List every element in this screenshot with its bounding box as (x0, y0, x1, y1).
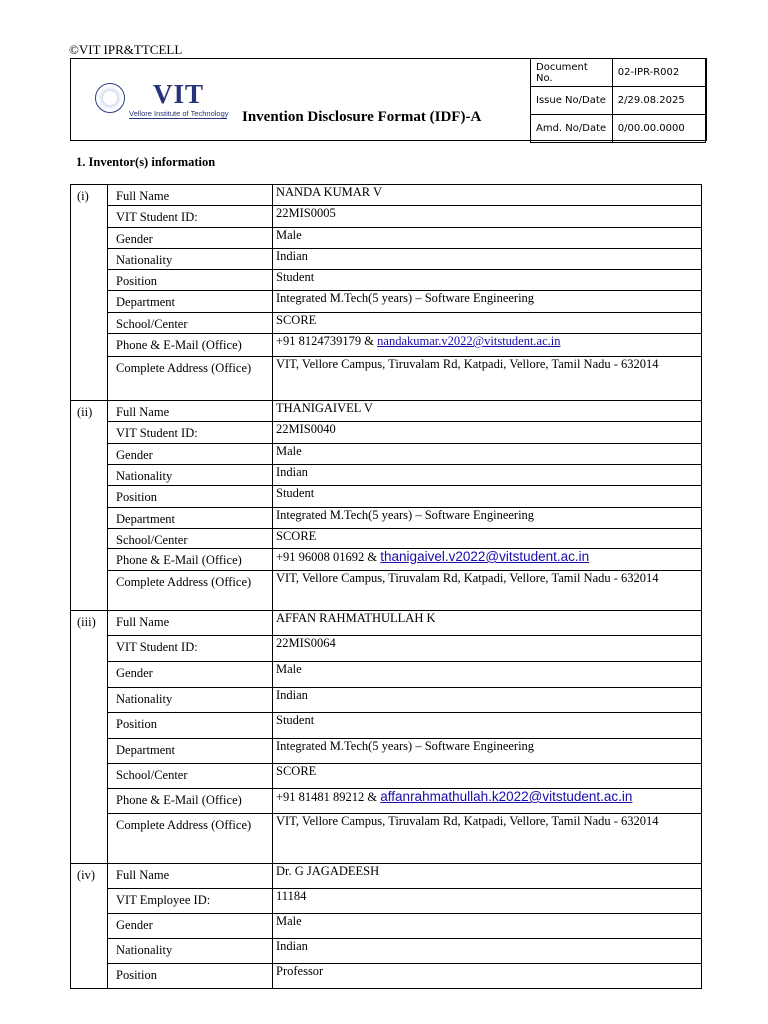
table-row (71, 486, 702, 508)
contact-value (273, 549, 702, 571)
department-value: Integrated M.Tech(5 years) – Software Engineering (273, 508, 702, 529)
table-row (71, 764, 702, 789)
table-row (71, 249, 702, 270)
position-value: Student (273, 713, 702, 739)
id-value: 22MIS0005 (273, 206, 702, 228)
table-row (71, 401, 702, 422)
table-row (71, 662, 702, 688)
email-link[interactable]: affanrahmathullah.k2022@vitstudent.ac.in (380, 789, 633, 804)
meta-label: Amd. No/Date (531, 115, 613, 143)
table-row (71, 529, 702, 549)
field-label: Phone & E-Mail (Office) (108, 334, 273, 357)
gender-value: Male (273, 228, 702, 249)
field-label: VIT Student ID: (108, 636, 273, 662)
table-row (71, 914, 702, 939)
inventor-table (70, 184, 702, 989)
field-label: Department (108, 739, 273, 764)
table-row (71, 939, 702, 964)
table-row (71, 185, 702, 206)
gender-value: Male (273, 914, 702, 939)
table-row (71, 636, 702, 662)
table-row (71, 688, 702, 713)
document-title: Invention Disclosure Format (IDF)-A (242, 109, 482, 125)
table-row (71, 889, 702, 914)
table-row (71, 549, 702, 571)
field-label: Department (108, 291, 273, 313)
field-label: Position (108, 270, 273, 291)
table-row (71, 206, 702, 228)
table-row (71, 313, 702, 334)
field-label: Gender (108, 662, 273, 688)
table-row (71, 270, 702, 291)
field-label: Complete Address (Office) (108, 814, 273, 864)
inventor-index: (ii) (71, 401, 108, 611)
field-label: Department (108, 508, 273, 529)
meta-label: Issue No/Date (531, 87, 613, 115)
address-value: VIT, Vellore Campus, Tiruvalam Rd, Katpadi, Vellore, Tamil Nadu - 632014 (273, 814, 702, 864)
field-label: Full Name (108, 611, 273, 636)
copyright-text: ©VIT IPR&TTCELL (69, 42, 183, 57)
logo-subtitle: Vellore Institute of Technology (129, 109, 229, 118)
table-row (71, 228, 702, 249)
address-value: VIT, Vellore Campus, Tiruvalam Rd, Katpadi, Vellore, Tamil Nadu - 632014 (273, 357, 702, 401)
meta-row-amendment (531, 115, 706, 143)
table-row (71, 465, 702, 486)
field-label: VIT Employee ID: (108, 889, 273, 914)
field-label: Position (108, 486, 273, 508)
full-name-value: THANIGAIVEL V (273, 401, 702, 422)
school-value: SCORE (273, 313, 702, 334)
email-link[interactable]: nandakumar.v2022@vitstudent.ac.in (377, 334, 561, 348)
position-value: Student (273, 270, 702, 291)
table-row (71, 334, 702, 357)
field-label: Phone & E-Mail (Office) (108, 549, 273, 571)
field-label: School/Center (108, 764, 273, 789)
field-label: Nationality (108, 688, 273, 713)
nationality-value: Indian (273, 249, 702, 270)
table-row (71, 713, 702, 739)
table-row (71, 357, 702, 401)
full-name-value: AFFAN RAHMATHULLAH K (273, 611, 702, 636)
field-label: Full Name (108, 401, 273, 422)
field-label: School/Center (108, 529, 273, 549)
contact-value (273, 789, 702, 814)
address-value: VIT, Vellore Campus, Tiruvalam Rd, Katpadi, Vellore, Tamil Nadu - 632014 (273, 571, 702, 611)
gender-value: Male (273, 662, 702, 688)
vit-logo (95, 81, 227, 121)
field-label: Complete Address (Office) (108, 571, 273, 611)
email-link[interactable]: thanigaivel.v2022@vitstudent.ac.in (380, 549, 590, 564)
field-label: Full Name (108, 185, 273, 206)
field-label: Nationality (108, 939, 273, 964)
table-row (71, 508, 702, 529)
table-row (71, 814, 702, 864)
phone-text: +91 96008 01692 & (276, 550, 381, 564)
table-row (71, 789, 702, 814)
meta-row-document-no (531, 59, 706, 87)
department-value: Integrated M.Tech(5 years) – Software Engineering (273, 739, 702, 764)
gender-value: Male (273, 444, 702, 465)
table-row (71, 964, 702, 989)
table-row (71, 422, 702, 444)
field-label: Gender (108, 228, 273, 249)
logo-word: VIT (153, 79, 205, 109)
meta-value: 02-IPR-R002 (612, 59, 705, 87)
table-row (71, 571, 702, 611)
meta-label: Document No. (531, 59, 613, 87)
inventor-index: (i) (71, 185, 108, 401)
field-label: Position (108, 964, 273, 989)
vit-seal-icon (95, 83, 125, 113)
full-name-value: Dr. G JAGADEESH (273, 864, 702, 889)
table-row (71, 739, 702, 764)
field-label: School/Center (108, 313, 273, 334)
nationality-value: Indian (273, 465, 702, 486)
inventor-index: (iii) (71, 611, 108, 864)
position-value: Professor (273, 964, 702, 989)
department-value: Integrated M.Tech(5 years) – Software Engineering (273, 291, 702, 313)
inventor-index: (iv) (71, 864, 108, 989)
nationality-value: Indian (273, 688, 702, 713)
table-row (71, 611, 702, 636)
field-label: Gender (108, 914, 273, 939)
position-value: Student (273, 486, 702, 508)
field-label: VIT Student ID: (108, 206, 273, 228)
meta-row-issue (531, 87, 706, 115)
phone-text: +91 81481 89212 & (276, 790, 381, 804)
field-label: Full Name (108, 864, 273, 889)
table-row (71, 291, 702, 313)
field-label: Complete Address (Office) (108, 357, 273, 401)
meta-value: 2/29.08.2025 (612, 87, 705, 115)
table-row (71, 864, 702, 889)
id-value: 22MIS0064 (273, 636, 702, 662)
document-header (70, 58, 707, 141)
full-name-value: NANDA KUMAR V (273, 185, 702, 206)
section-title: 1. Inventor(s) information (76, 155, 216, 169)
contact-value (273, 334, 702, 357)
field-label: VIT Student ID: (108, 422, 273, 444)
school-value: SCORE (273, 764, 702, 789)
field-label: Gender (108, 444, 273, 465)
phone-text: +91 8124739179 & (276, 334, 378, 348)
table-row (71, 444, 702, 465)
meta-value: 0/00.00.0000 (612, 115, 705, 143)
field-label: Nationality (108, 465, 273, 486)
nationality-value: Indian (273, 939, 702, 964)
school-value: SCORE (273, 529, 702, 549)
id-value: 11184 (273, 889, 702, 914)
logo-divider (129, 118, 227, 119)
document-meta-table (530, 58, 706, 143)
id-value: 22MIS0040 (273, 422, 702, 444)
field-label: Phone & E-Mail (Office) (108, 789, 273, 814)
field-label: Nationality (108, 249, 273, 270)
field-label: Position (108, 713, 273, 739)
